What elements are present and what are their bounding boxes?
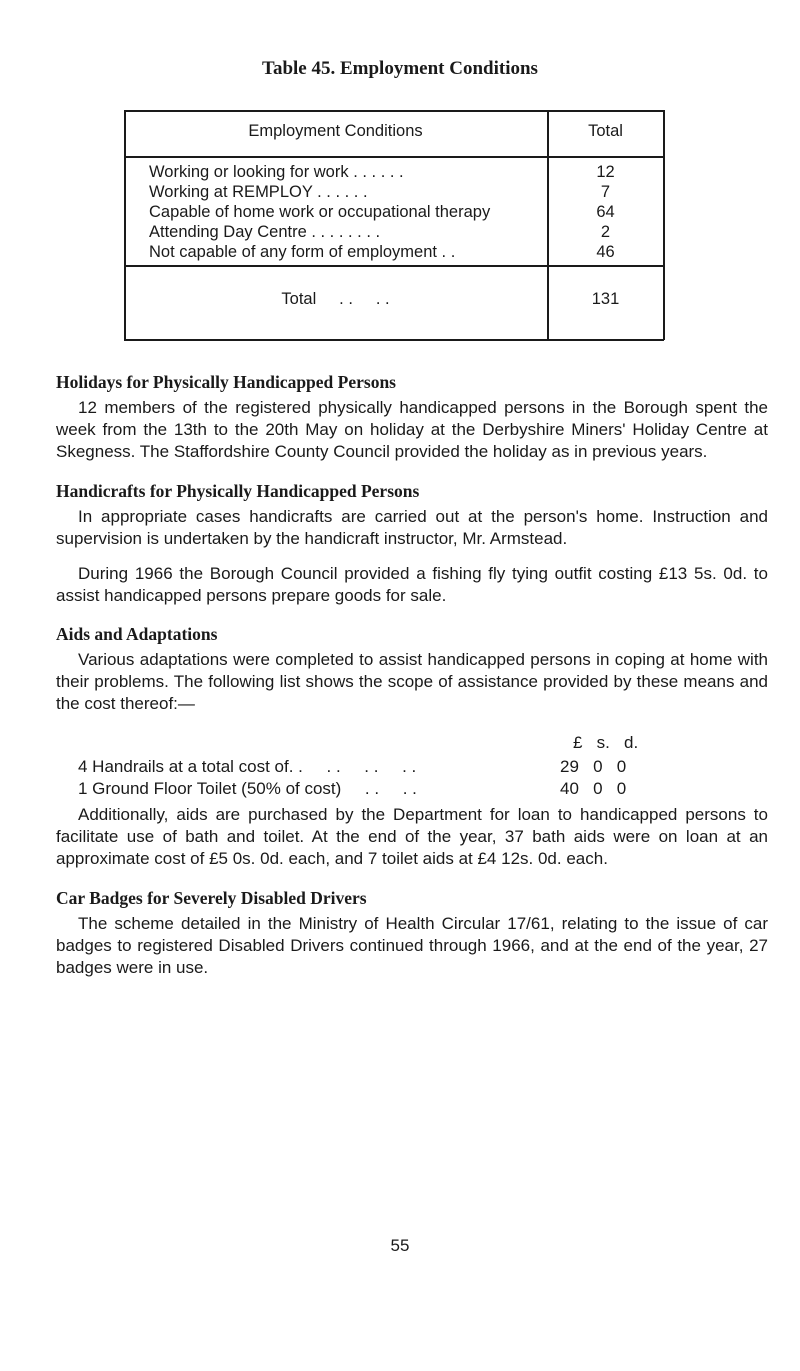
handicrafts-paragraph-1: In appropriate cases handicrafts are carried out at the person's home. Instruction and supervision is undertaken by the handicraft instructor, Mr. Armstead. bbox=[56, 507, 768, 548]
aids-item-amount-toilet: 40 0 0 bbox=[560, 779, 627, 798]
employment-conditions-table bbox=[124, 110, 664, 340]
header-employment-conditions: Employment Conditions bbox=[248, 122, 423, 140]
aids-paragraph-1: Various adaptations were completed to assist handicapped persons in coping at home with their problems. The following list shows the scope of assistance provided by these means and the cost thereof:— bbox=[56, 650, 768, 713]
aids-paragraph-2: Additionally, aids are purchased by the Department for loan to handicapped persons to facilitate use of bath and toilet. At the end of the year, 37 bath aids were on loan at an approximate cost of £5 0s. 0d. each, and 7 toilet aids at £4 12s. 0d. each. bbox=[56, 805, 768, 868]
row-label-working-or-looking: Working or looking for work . . . . . . bbox=[149, 163, 404, 181]
car-badges-paragraph: The scheme detailed in the Ministry of Health Circular 17/61, relating to the issue of car badges to registered Disabled Drivers continued through 1966, and at the end of the year, 27 badges were in use. bbox=[56, 914, 768, 977]
row-value-day-centre: 2 bbox=[600, 223, 611, 241]
table-top-rule bbox=[124, 110, 664, 112]
aids-heading: Aids and Adaptations bbox=[56, 624, 218, 644]
currency-header: £ s. d. bbox=[573, 733, 639, 752]
total-value: 131 bbox=[591, 290, 620, 308]
handicrafts-heading: Handicrafts for Physically Handicapped Persons bbox=[56, 481, 420, 501]
aids-item-label-handrails: 4 Handrails at a total cost of. . . . . . . . bbox=[78, 757, 417, 776]
row-label-not-capable: Not capable of any form of employment . . bbox=[149, 243, 456, 261]
aids-item-label-toilet: 1 Ground Floor Toilet (50% of cost) . . . . bbox=[78, 779, 417, 798]
table-header-rule bbox=[124, 156, 664, 158]
row-value-remploy: 7 bbox=[600, 183, 611, 201]
row-value-not-capable: 46 bbox=[596, 243, 615, 261]
row-label-home-work: Capable of home work or occupational therapy bbox=[149, 203, 491, 221]
total-label: Total . . . . bbox=[281, 290, 390, 308]
table-bottom-rule bbox=[124, 339, 664, 341]
page-number: 55 bbox=[390, 1236, 410, 1255]
row-label-remploy: Working at REMPLOY . . . . . . bbox=[149, 183, 368, 201]
table-total-rule bbox=[124, 265, 664, 267]
table-title: Table 45. Employment Conditions bbox=[262, 58, 538, 79]
row-value-working-or-looking: 12 bbox=[596, 163, 615, 181]
header-total: Total bbox=[588, 122, 623, 140]
row-value-home-work: 64 bbox=[596, 203, 615, 221]
aids-item-amount-handrails: 29 0 0 bbox=[560, 757, 627, 776]
row-label-day-centre: Attending Day Centre . . . . . . . . bbox=[149, 223, 381, 241]
holidays-heading: Holidays for Physically Handicapped Persons bbox=[56, 372, 396, 392]
holidays-paragraph: 12 members of the registered physically handicapped persons in the Borough spent the week from the 13th to the 20th May on holiday at the Derbyshire Miners' Holiday Centre at Skegness. The Staffordshire County Council provided the holiday as in previous years. bbox=[56, 398, 768, 461]
car-badges-heading: Car Badges for Severely Disabled Drivers bbox=[56, 888, 367, 908]
handicrafts-paragraph-2: During 1966 the Borough Council provided a fishing fly tying outfit costing £13 5s. 0d. to assist handicapped persons prepare goods for sale. bbox=[56, 564, 768, 605]
